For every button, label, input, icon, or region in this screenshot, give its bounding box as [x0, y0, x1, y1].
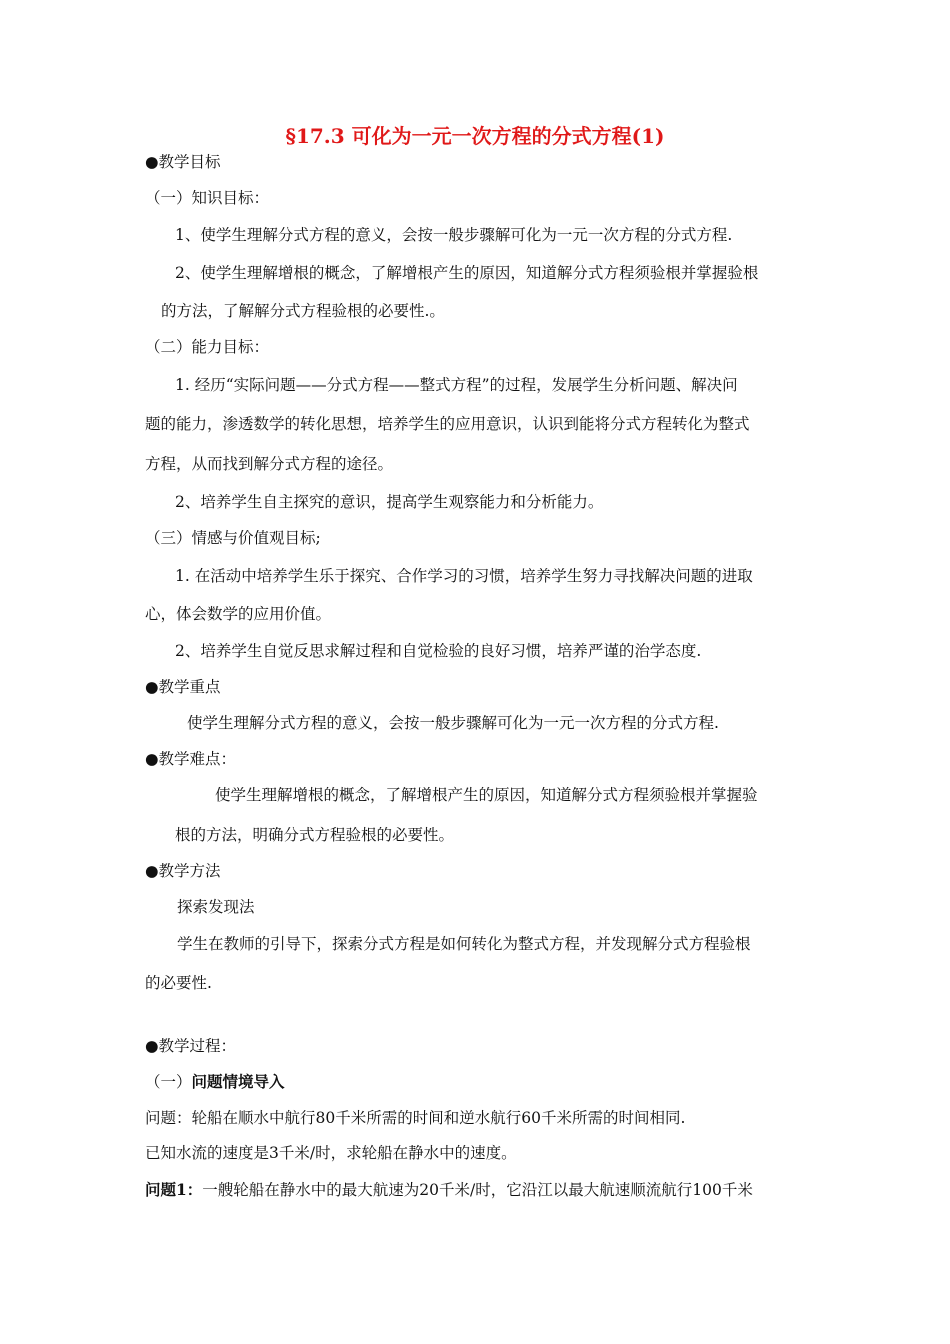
ability-item-1-line-1: 1. 经历“实际问题——分式方程——整式方程”的过程，发展学生分析问题、解决问	[175, 376, 738, 394]
key-point-text: 使学生理解分式方程的意义，会按一般步骤解可化为一元一次方程的分式方程.	[187, 714, 719, 732]
key-point-heading: ●教学重点	[145, 678, 221, 696]
difficulty-heading: ●教学难点：	[145, 750, 237, 768]
goals-heading: ●教学目标	[145, 153, 221, 171]
emotion-heading: （三）情感与价值观目标;	[145, 529, 321, 547]
question-line-1: 问题：轮船在顺水中航行80千米所需的时间和逆水航行60千米所需的时间相同.	[145, 1109, 686, 1127]
process-section-1	[145, 1071, 285, 1093]
method-description-line-2: 的必要性.	[145, 974, 212, 992]
knowledge-heading: （一）知识目标：	[145, 189, 270, 207]
emotion-item-1-line-2: 心，体会数学的应用价值。	[145, 605, 332, 623]
question-1-text: 一艘轮船在静水中的最大航速为20千米/时，它沿江以最大航速顺流航行100千米	[202, 1181, 753, 1199]
knowledge-item-2-line-1: 2、使学生理解增根的概念，了解增根产生的原因，知道解分式方程须验根并掌握验根	[175, 264, 759, 282]
document-title: §17.3 可化为一元一次方程的分式方程(1)	[285, 124, 665, 148]
ability-heading: （二）能力目标：	[145, 338, 270, 356]
process-section-1-title: 问题情境导入	[191, 1072, 285, 1091]
method-name: 探索发现法	[177, 898, 255, 916]
difficulty-text-line-1: 使学生理解增根的概念，了解增根产生的原因，知道解分式方程须验根并掌握验	[215, 786, 758, 804]
method-description-line-1: 学生在教师的引导下，探索分式方程是如何转化为整式方程，并发现解分式方程验根	[177, 935, 751, 953]
process-section-1-label: （一）	[145, 1073, 192, 1091]
emotion-item-1-line-1: 1. 在活动中培养学生乐于探究、合作学习的习惯，培养学生努力寻找解决问题的进取	[175, 567, 753, 585]
question-1	[145, 1179, 753, 1201]
emotion-item-2: 2、培养学生自觉反思求解过程和自觉检验的良好习惯，培养严谨的治学态度.	[175, 642, 702, 660]
ability-item-1-line-3: 方程，从而找到解分式方程的途径。	[145, 455, 394, 473]
process-heading: ●教学过程：	[145, 1037, 237, 1055]
ability-item-2: 2、培养学生自主探究的意识，提高学生观察能力和分析能力。	[175, 493, 604, 511]
knowledge-item-2-line-2: 的方法，了解解分式方程验根的必要性.。	[161, 302, 445, 320]
question-1-label: 问题1：	[145, 1180, 203, 1199]
difficulty-text-line-2: 根的方法，明确分式方程验根的必要性。	[175, 826, 455, 844]
method-heading: ●教学方法	[145, 862, 221, 880]
knowledge-item-1: 1、使学生理解分式方程的意义，会按一般步骤解可化为一元一次方程的分式方程.	[175, 226, 733, 244]
ability-item-1-line-2: 题的能力，渗透数学的转化思想，培养学生的应用意识，认识到能将分式方程转化为整式	[145, 415, 750, 433]
question-line-2: 已知水流的速度是3千米/时，求轮船在静水中的速度。	[145, 1144, 517, 1162]
